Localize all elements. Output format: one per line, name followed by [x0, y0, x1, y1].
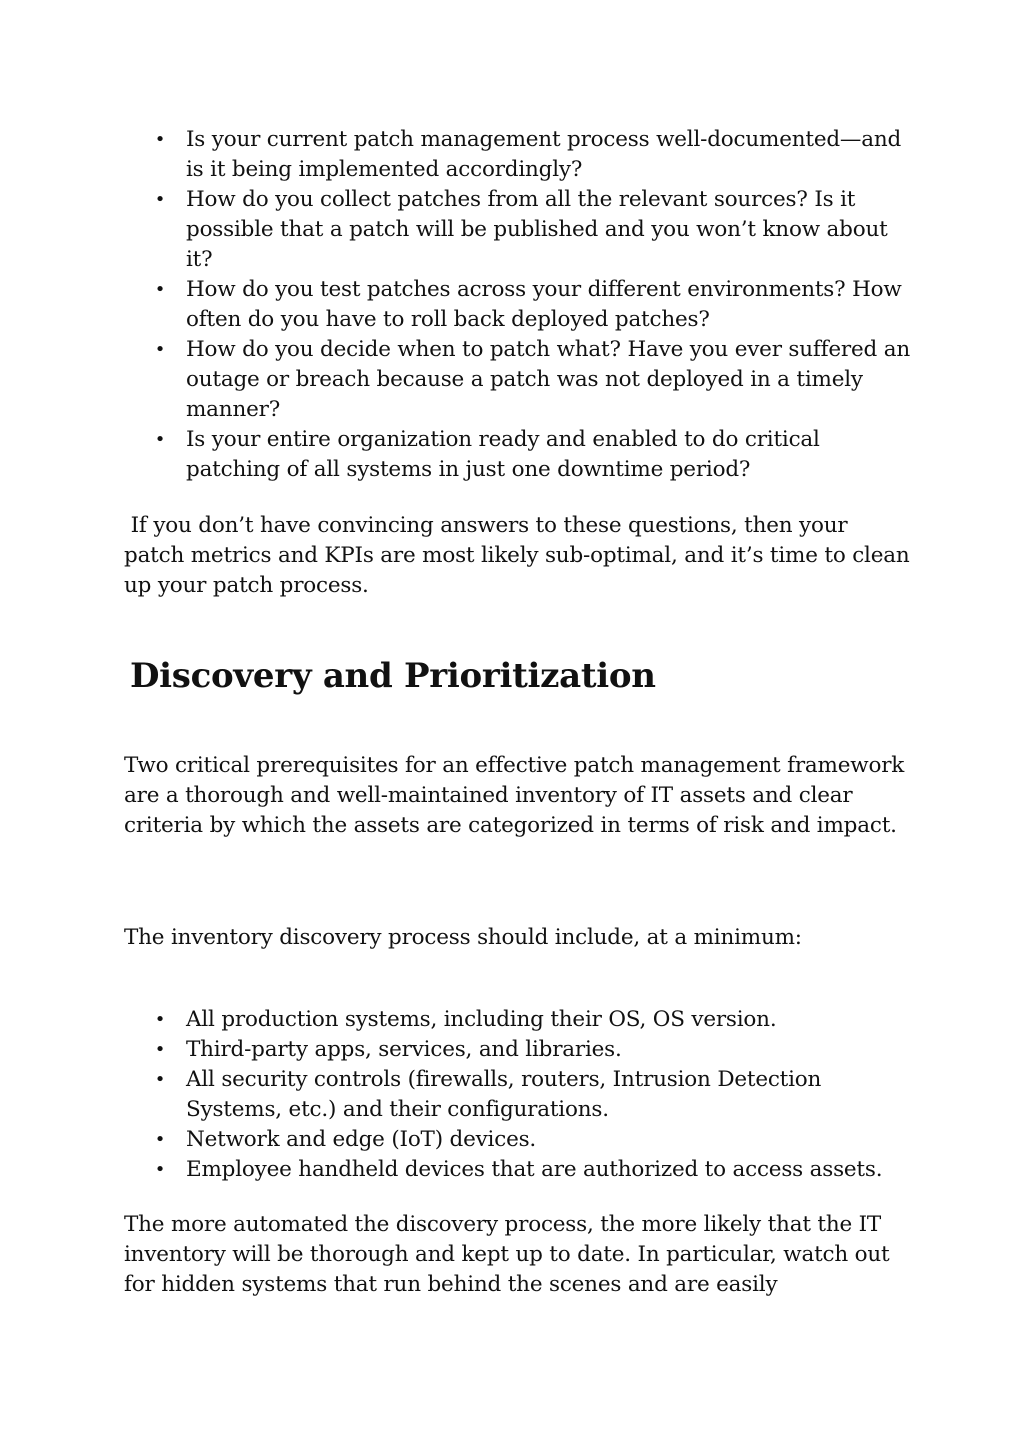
inventory-intro-paragraph — [124, 923, 914, 953]
list-item — [124, 1155, 914, 1185]
list-item — [124, 185, 914, 275]
list-item-text: Is your current patch management process well-documented—and is it being implemented accordingly? — [186, 127, 902, 182]
inventory-list — [124, 1005, 914, 1185]
list-item-text: How do you decide when to patch what? Have you ever suffered an outage or breach because a patch was not deployed in a timely manner? — [186, 337, 910, 422]
list-item — [124, 425, 914, 485]
list-item-text: All security controls (firewalls, routers, Intrusion Detection Systems, etc.) and their configurations. — [186, 1067, 822, 1122]
answers-paragraph — [124, 511, 917, 601]
bullet-icon: • — [154, 1129, 166, 1150]
bullet-icon: • — [154, 1039, 166, 1060]
bullet-icon: • — [154, 1009, 166, 1030]
list-item — [124, 335, 914, 425]
bullet-icon: • — [154, 1069, 166, 1090]
list-item — [124, 1065, 914, 1125]
list-item — [124, 1005, 914, 1035]
bullet-icon: • — [154, 189, 166, 210]
paragraph-text: The more automated the discovery process, the more likely that the IT inventory will be thorough and kept up to date. In particular, watch out for hidden systems that run behind the scenes and are easily — [124, 1212, 890, 1297]
list-item — [124, 1035, 914, 1065]
questions-list — [124, 125, 914, 485]
list-item-text: Is your entire organization ready and enabled to do critical patching of all systems in just one downtime period? — [186, 427, 820, 482]
paragraph-text: Two critical prerequisites for an effective patch management framework are a thorough and well-maintained inventory of IT assets and clear criteria by which the assets are categorized in terms of risk and impact. — [124, 753, 905, 838]
list-item — [124, 125, 914, 185]
paragraph-text: The inventory discovery process should include, at a minimum: — [124, 925, 802, 950]
list-item-text: Network and edge (IoT) devices. — [186, 1127, 537, 1152]
prerequisites-paragraph — [124, 751, 914, 841]
list-item — [124, 275, 914, 335]
bullet-icon: • — [154, 339, 166, 360]
list-item-text: Third-party apps, services, and libraries. — [186, 1037, 622, 1062]
bullet-icon: • — [154, 279, 166, 300]
list-item-text: Employee handheld devices that are authorized to access assets. — [186, 1157, 883, 1182]
bullet-icon: • — [154, 129, 166, 150]
section-heading: Discovery and Prioritization — [130, 656, 656, 696]
paragraph-text: If you don’t have convincing answers to these questions, then your patch metrics and KPIs are most likely sub-optimal, and it’s time to clean up your patch process. — [124, 513, 917, 598]
list-item-text: All production systems, including their OS, OS version. — [186, 1007, 777, 1032]
list-item-text: How do you test patches across your different environments? How often do you have to roll back deployed patches? — [186, 277, 902, 332]
list-item-text: How do you collect patches from all the relevant sources? Is it possible that a patch will be published and you won’t know about it? — [186, 187, 888, 272]
bullet-icon: • — [154, 1159, 166, 1180]
list-item — [124, 1125, 914, 1155]
bullet-icon: • — [154, 429, 166, 450]
automation-paragraph — [124, 1210, 914, 1300]
